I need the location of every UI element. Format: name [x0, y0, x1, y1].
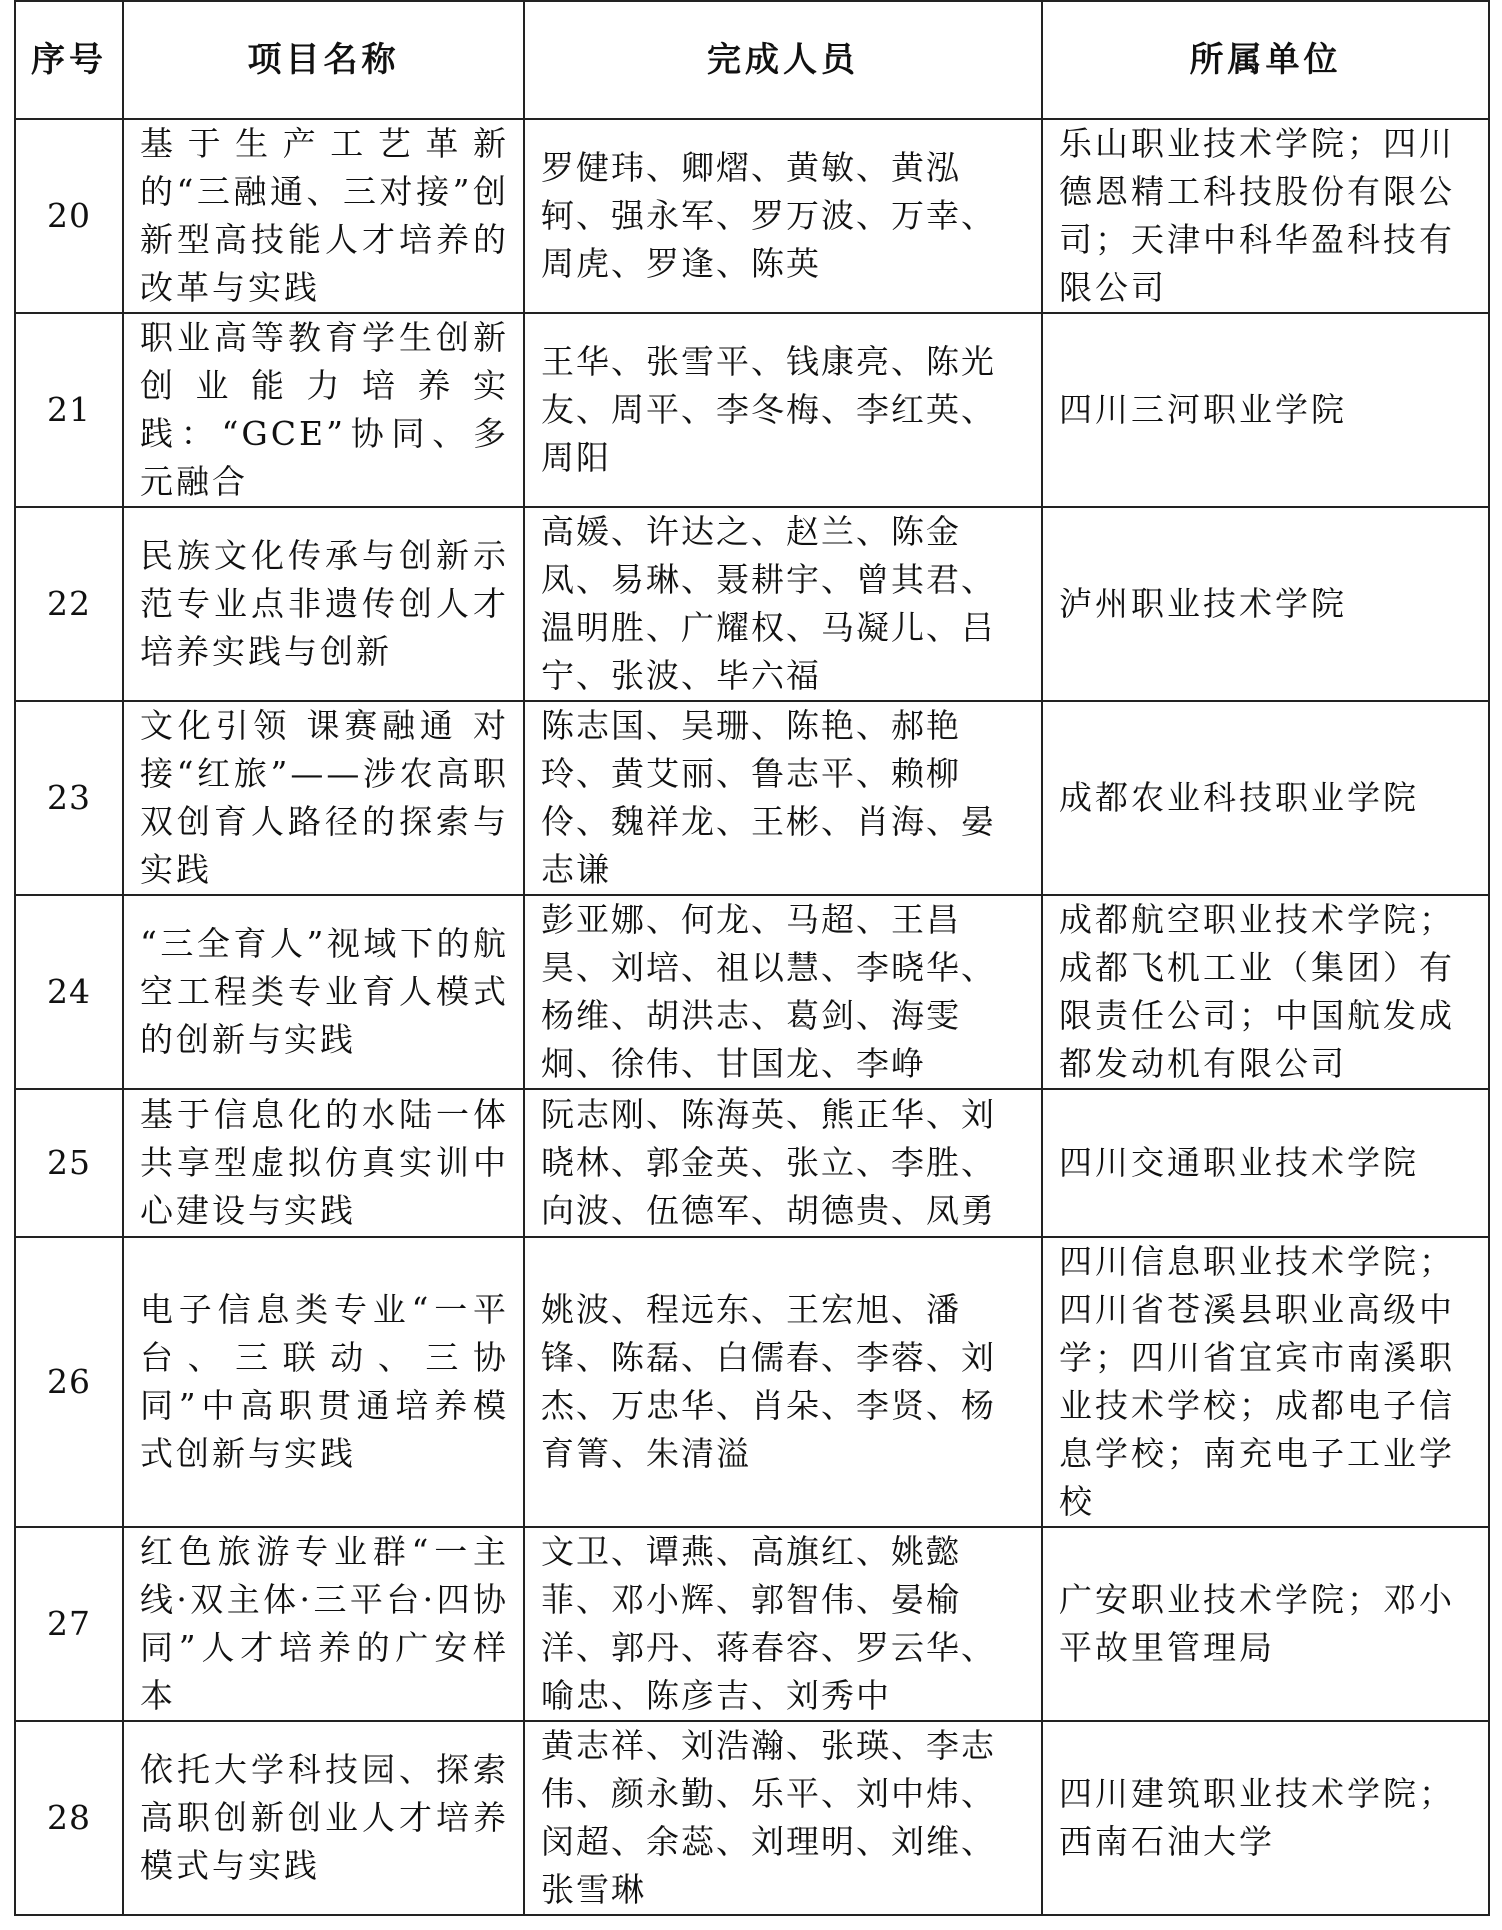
row-project: 基于信息化的水陆一体共享型虚拟仿真实训中心建设与实践 [123, 1089, 524, 1237]
row-people: 阮志刚、陈海英、熊正华、刘晓林、郭金英、张立、李胜、向波、伍德军、胡德贵、凤勇 [524, 1089, 1042, 1237]
row-index: 21 [15, 313, 123, 507]
row-unit: 成都农业科技职业学院 [1042, 701, 1489, 895]
row-people: 黄志祥、刘浩瀚、张瑛、李志伟、颜永勤、乐平、刘中炜、闵超、余蕊、刘理明、刘维、张雪琳 [524, 1721, 1042, 1915]
row-people: 陈志国、吴珊、陈艳、郝艳玲、黄艾丽、鲁志平、赖柳伶、魏祥龙、王彬、肖海、晏志谦 [524, 701, 1042, 895]
row-project: 红色旅游专业群“一主线·双主体·三平台·四协同”人才培养的广安样本 [123, 1527, 524, 1721]
row-people: 文卫、谭燕、高旗红、姚懿菲、邓小辉、郭智伟、晏榆洋、郭丹、蒋春容、罗云华、喻忠、陈彦吉、刘秀中 [524, 1527, 1042, 1721]
row-project: 基于生产工艺革新的“三融通、三对接”创新型高技能人才培养的改革与实践 [123, 119, 524, 313]
header-unit: 所属单位 [1042, 1, 1489, 119]
row-index: 20 [15, 119, 123, 313]
row-unit: 四川三河职业学院 [1042, 313, 1489, 507]
table-row [15, 895, 1489, 1089]
awards-table [14, 0, 1490, 1916]
row-people: 姚波、程远东、王宏旭、潘锋、陈磊、白儒春、李蓉、刘杰、万忠华、肖朵、李贤、杨育箐、朱清溢 [524, 1237, 1042, 1527]
table-row [15, 1237, 1489, 1527]
header-row [15, 1, 1489, 119]
row-unit: 泸州职业技术学院 [1042, 507, 1489, 701]
row-index: 22 [15, 507, 123, 701]
row-index: 24 [15, 895, 123, 1089]
row-people: 王华、张雪平、钱康亮、陈光友、周平、李冬梅、李红英、周阳 [524, 313, 1042, 507]
row-people: 罗健玮、卿熠、黄敏、黄泓轲、强永军、罗万波、万幸、周虎、罗逢、陈英 [524, 119, 1042, 313]
row-index: 28 [15, 1721, 123, 1915]
row-people: 高媛、许达之、赵兰、陈金凤、易琳、聂耕宇、曾其君、温明胜、广耀权、马凝儿、吕宁、张波、毕六福 [524, 507, 1042, 701]
row-project: 电子信息类专业“一平台、三联动、三协同”中高职贯通培养模式创新与实践 [123, 1237, 524, 1527]
row-unit: 广安职业技术学院；邓小平故里管理局 [1042, 1527, 1489, 1721]
header-project: 项目名称 [123, 1, 524, 119]
row-project: 民族文化传承与创新示范专业点非遗传创人才培养实践与创新 [123, 507, 524, 701]
table-row [15, 701, 1489, 895]
row-unit: 成都航空职业技术学院；成都飞机工业（集团）有限责任公司；中国航发成都发动机有限公司 [1042, 895, 1489, 1089]
table-row [15, 313, 1489, 507]
table-row [15, 1089, 1489, 1237]
table-header [15, 1, 1489, 119]
table-row [15, 119, 1489, 313]
table-row [15, 1721, 1489, 1915]
table-row [15, 507, 1489, 701]
row-project: 文化引领 课赛融通 对接“红旅”——涉农高职双创育人路径的探索与实践 [123, 701, 524, 895]
header-index: 序号 [15, 1, 123, 119]
row-project: 依托大学科技园、探索高职创新创业人才培养模式与实践 [123, 1721, 524, 1915]
table-row [15, 1527, 1489, 1721]
row-unit: 四川建筑职业技术学院；西南石油大学 [1042, 1721, 1489, 1915]
row-unit: 乐山职业技术学院；四川德恩精工科技股份有限公司；天津中科华盈科技有限公司 [1042, 119, 1489, 313]
row-unit: 四川信息职业技术学院；四川省苍溪县职业高级中学；四川省宜宾市南溪职业技术学校；成都电子信息学校；南充电子工业学校 [1042, 1237, 1489, 1527]
row-unit: 四川交通职业技术学院 [1042, 1089, 1489, 1237]
row-project: “三全育人”视域下的航空工程类专业育人模式的创新与实践 [123, 895, 524, 1089]
row-index: 23 [15, 701, 123, 895]
row-people: 彭亚娜、何龙、马超、王昌昊、刘培、祖以慧、李晓华、杨维、胡洪志、葛剑、海雯炯、徐伟、甘国龙、李峥 [524, 895, 1042, 1089]
header-people: 完成人员 [524, 1, 1042, 119]
row-project: 职业高等教育学生创新创业能力培养实践：“GCE”协同、多元融合 [123, 313, 524, 507]
row-index: 25 [15, 1089, 123, 1237]
table-body [15, 119, 1489, 1915]
row-index: 26 [15, 1237, 123, 1527]
row-index: 27 [15, 1527, 123, 1721]
